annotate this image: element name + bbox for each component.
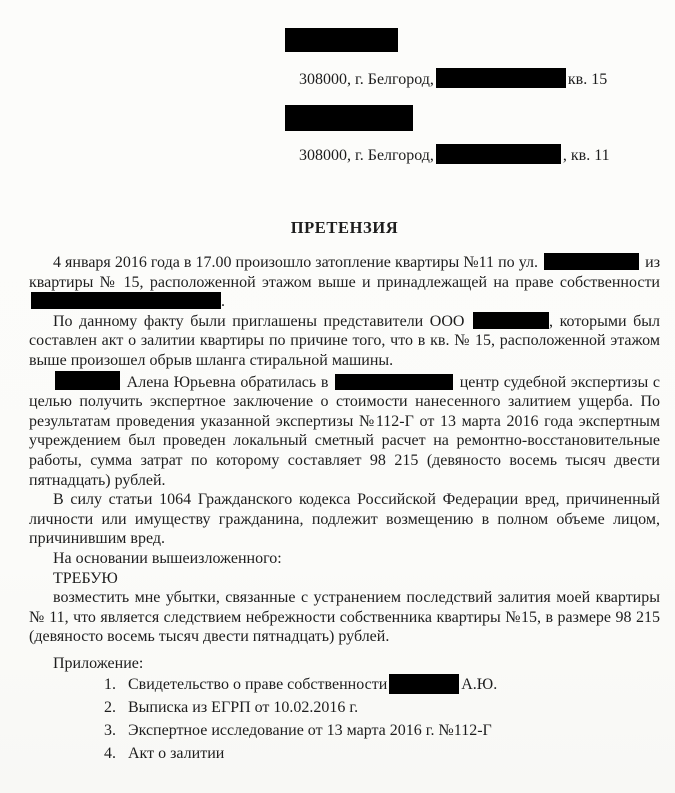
attachment-item-4 [104, 742, 660, 765]
incident-text-start: 4 января 2016 года в 17.00 произошло затопление квартиры №11 по ул. [53, 254, 539, 271]
attachment-number: 3. [104, 722, 116, 740]
paragraph-demand-heading: ТРЕБУЮ [53, 569, 118, 587]
redaction-bar-company-name [473, 312, 549, 329]
redaction-bar-attachment-surname [389, 674, 459, 694]
paragraph-demand: возместить мне убытки, связанные с устранением последствий залития моей квартиры № 11, что является следствием небрежности собственника квартиры №15, в размере 98 215 (девяносто восемь тысяч двести пятнадцать) рублей. [29, 589, 660, 646]
act-text-start: По данному факту были приглашены представители ООО [53, 312, 465, 330]
attachment-item-1 [104, 673, 660, 696]
attachment-text-after: А.Ю. [461, 676, 498, 694]
attachment-number: 2. [104, 699, 116, 717]
attachments-section [29, 654, 660, 766]
attachment-item-2 [104, 696, 660, 719]
expertise-text-start: Алена Юрьевна обратилась в [126, 373, 329, 391]
redaction-bar-recipient-street [436, 68, 566, 88]
document-body [29, 253, 660, 765]
paragraph-law-reference: В силу статьи 1064 Гражданского кодекса Российской Федерации вред, причиненный личности или имуществу гражданина, подлежит возмещению в полном объеме лицом, причинившим вред. [29, 491, 660, 548]
redaction-bar-sender-street [436, 144, 561, 164]
attachment-text: Выписка из ЕГРП от 10.02.2016 г. [128, 699, 359, 717]
act-text-end: , которыми был составлен акт о залитии квартиры по причине того, что в кв. № 15, расположенной этажом выше произошел обрыв шланга стиральной машины. [29, 312, 660, 369]
sender-address-prefix: 308000, г. Белгород, [299, 147, 434, 164]
attachment-item-3 [104, 719, 660, 742]
redaction-bar-owner-name [31, 292, 221, 309]
document-title: ПРЕТЕНЗИЯ [290, 218, 399, 237]
redaction-bar-recipient-name [285, 28, 398, 52]
recipient-address-suffix: кв. 15 [567, 71, 608, 88]
redaction-bar-sender-name [285, 105, 413, 131]
recipient-address-line [299, 68, 607, 89]
recipient-address-prefix: 308000, г. Белгород, [299, 71, 434, 88]
attachment-text: Акт о залитии [128, 745, 225, 763]
attachments-heading: Приложение: [53, 654, 144, 672]
attachment-text: Экспертное исследование от 13 марта 2016 г. №112-Г [128, 722, 492, 740]
redaction-bar-expert-center-name [335, 374, 453, 390]
attachment-number: 1. [104, 676, 116, 694]
paragraph-incident [29, 253, 660, 312]
attachment-text-before: Свидетельство о праве собственности [128, 676, 388, 694]
paragraph-act [29, 312, 660, 371]
paragraph-expertise [29, 371, 660, 491]
redaction-bar-street [544, 253, 639, 270]
incident-text-mid: из квартиры № 15, расположенной этажом выше и принадлежащей на праве собственности [29, 254, 661, 291]
paragraph-based-on: На основании вышеизложенного: [53, 549, 282, 567]
attachment-number: 4. [104, 745, 116, 763]
sender-address-suffix: , кв. 11 [562, 147, 610, 164]
expertise-text-end: центр судебной экспертизы с целью получить экспертное заключение о стоимости нанесенного залитием ущерба. По результатам проведения указанной экспертизы №112-Г от 13 марта 2016 года экспертным учреждением был проведен локальный сметный расчет на ремонтно-восстановительные работы, сумма затрат по которому составляет 98 215 (девяносто восемь тысяч двести пятнадцать) рублей. [29, 373, 661, 489]
incident-text-end: . [221, 293, 225, 311]
sender-address-line [299, 144, 610, 165]
redaction-bar-claimant-surname [55, 371, 120, 390]
